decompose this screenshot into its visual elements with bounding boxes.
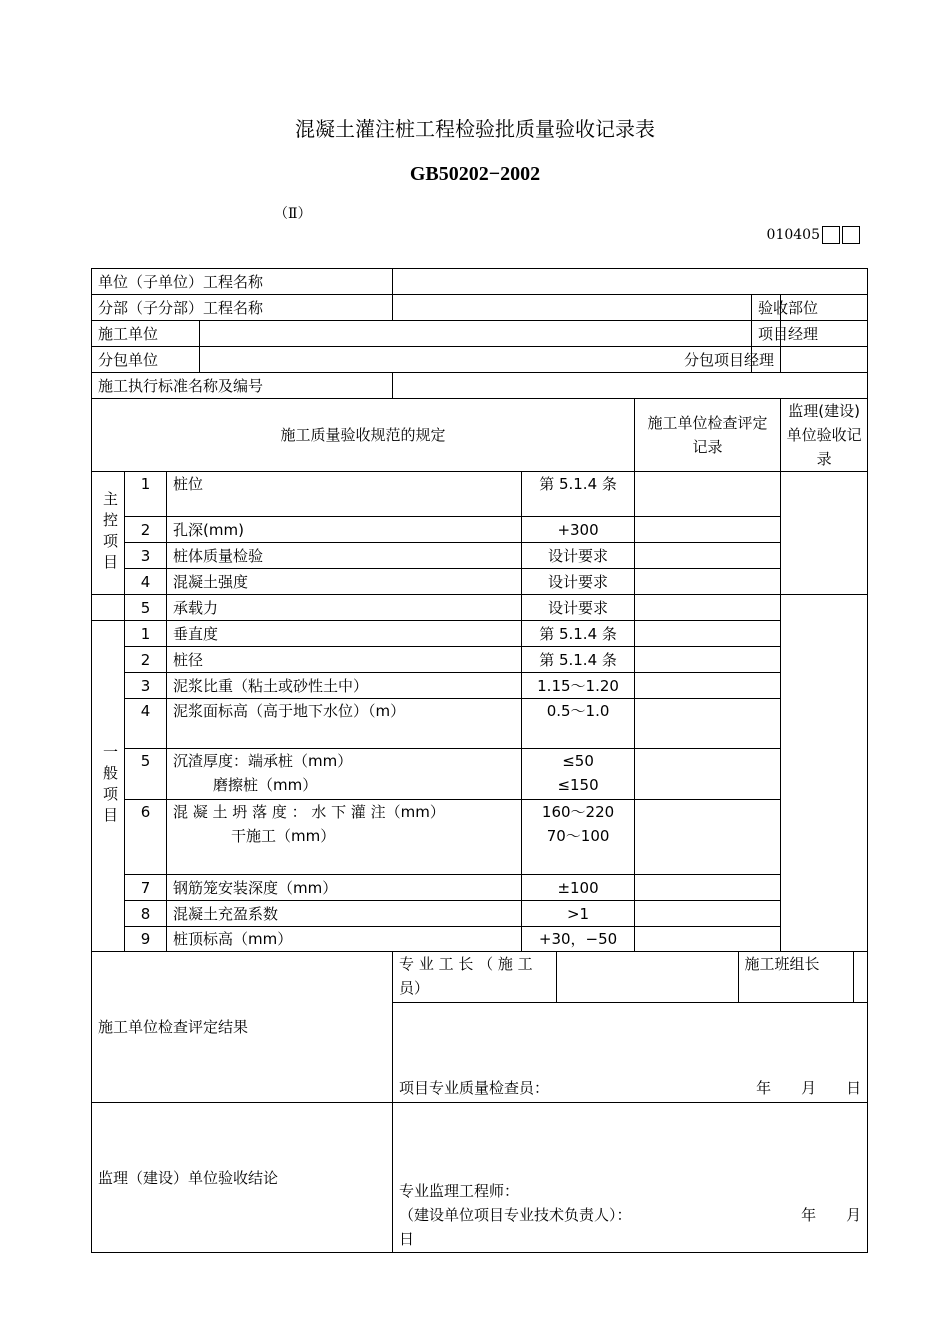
- main-name-5: 承载力: [167, 595, 522, 621]
- general-req-5: [522, 749, 635, 800]
- group-main: [92, 472, 125, 595]
- document-title: 混凝土灌注桩工程检验批质量验收记录表: [295, 117, 655, 141]
- standard-number: GB50202−2002: [409, 163, 541, 185]
- group-general: [92, 621, 125, 952]
- main-record-3[interactable]: [635, 543, 781, 569]
- general-no-3: 3: [125, 673, 167, 699]
- general-record-5[interactable]: [635, 749, 781, 800]
- general-record-3[interactable]: [635, 673, 781, 699]
- general-name-5a: 沉渣厚度：端承桩（mm）: [173, 752, 353, 770]
- general-record-7[interactable]: [635, 875, 781, 901]
- general-name-7: 钢筋笼安装深度（mm）: [167, 875, 522, 901]
- field-subcontract-manager[interactable]: [781, 347, 868, 373]
- general-no-5: 5: [125, 749, 167, 800]
- general-record-9[interactable]: [635, 927, 781, 952]
- general-req-6: [522, 800, 635, 875]
- record-table: [91, 268, 868, 1253]
- code-box-2[interactable]: [842, 226, 860, 244]
- general-req-6a: 160～220: [541, 803, 615, 821]
- general-name-2: 桩径: [167, 647, 522, 673]
- date-ym: 年 月: [801, 1206, 862, 1224]
- main-name-2: 孔深(mm): [167, 517, 522, 543]
- field-sub-project[interactable]: [393, 295, 752, 321]
- code-box-1[interactable]: [822, 226, 840, 244]
- main-record-2[interactable]: [635, 517, 781, 543]
- construction-sign-area[interactable]: [393, 1003, 868, 1103]
- field-standard-name[interactable]: [393, 373, 868, 399]
- foreman-subtable: [393, 952, 867, 1002]
- general-name-1: 垂直度: [167, 621, 522, 647]
- col-supervision-record: 监理(建设)单位验收记录: [781, 399, 868, 472]
- group-main-continued: [92, 595, 125, 621]
- label-construction-unit: 施工单位: [92, 321, 200, 347]
- version-label: （Ⅱ）: [274, 206, 312, 222]
- label-supervision-engineer: 专业监理工程师：: [399, 1182, 520, 1200]
- label-foreman: 专 业 工 长 （ 施 工 员）: [393, 952, 556, 1002]
- general-no-7: 7: [125, 875, 167, 901]
- general-req-2: 第 5.1.4 条: [522, 647, 635, 673]
- label-standard-name: 施工执行标准名称及编号: [92, 373, 393, 399]
- field-team-leader[interactable]: [853, 952, 867, 1002]
- main-name-1: 桩位: [167, 472, 522, 517]
- main-name-3: 桩体质量检验: [167, 543, 522, 569]
- general-no-2: 2: [125, 647, 167, 673]
- col-check-record: 施工单位检查评定记录: [635, 399, 781, 472]
- main-record-5[interactable]: [635, 595, 781, 621]
- main-req-1: 第 5.1.4 条: [522, 472, 635, 517]
- general-record-4[interactable]: [635, 699, 781, 749]
- general-req-4: 0.5～1.0: [522, 699, 635, 749]
- general-no-1: 1: [125, 621, 167, 647]
- group-main-label: 主控项目: [101, 491, 119, 575]
- label-subcontract-unit: 分包单位: [92, 347, 200, 373]
- field-construction-unit[interactable]: [200, 321, 752, 347]
- general-name-8: 混凝土充盈系数: [167, 901, 522, 927]
- main-supervision[interactable]: [781, 472, 868, 595]
- general-req-1: 第 5.1.4 条: [522, 621, 635, 647]
- general-name-5b: 磨擦桩（mm）: [213, 776, 318, 794]
- form-code: [767, 226, 860, 244]
- general-name-4: 泥浆面标高（高于地下水位）（m）: [167, 699, 522, 749]
- main-no-5: 5: [125, 595, 167, 621]
- general-no-9: 9: [125, 927, 167, 952]
- general-name-6: [167, 800, 522, 875]
- label-team-leader: 施工班组长: [738, 952, 853, 1002]
- label-quality-inspector: 项目专业质量检查员：: [399, 1079, 550, 1097]
- general-req-3: 1.15～1.20: [522, 673, 635, 699]
- general-req-5a: ≤50: [562, 752, 594, 770]
- general-req-5b: ≤150: [557, 776, 599, 794]
- foreman-row: [393, 952, 868, 1003]
- label-subcontract-manager: 分包项目经理: [752, 347, 781, 373]
- supervision-sign-area[interactable]: [393, 1103, 868, 1253]
- group-general-label: 一般项目: [101, 744, 119, 828]
- main-no-2: 2: [125, 517, 167, 543]
- main-req-3: 设计要求: [522, 543, 635, 569]
- label-acceptance-part: 验收部位: [752, 295, 781, 321]
- main-record-1[interactable]: [635, 472, 781, 517]
- form-code-number: 010405: [766, 227, 820, 243]
- main-req-2: +300: [522, 517, 635, 543]
- field-unit-project[interactable]: [393, 269, 868, 295]
- main-record-4[interactable]: [635, 569, 781, 595]
- general-record-6[interactable]: [635, 800, 781, 875]
- general-req-8: >1: [522, 901, 635, 927]
- general-req-7: ±100: [522, 875, 635, 901]
- field-subcontract-unit[interactable]: [200, 347, 752, 373]
- date-ymd-1: 年 月 日: [756, 1079, 862, 1097]
- general-name-6b: 干施工（mm）: [231, 827, 336, 845]
- general-supervision[interactable]: [781, 595, 868, 952]
- label-sub-project: 分部（子分部）工程名称: [92, 295, 393, 321]
- label-supervision-conclusion: 监理（建设）单位验收结论: [92, 1103, 393, 1253]
- main-no-1: 1: [125, 472, 167, 517]
- general-record-8[interactable]: [635, 901, 781, 927]
- general-name-3: 泥浆比重（粘土或砂性土中）: [167, 673, 522, 699]
- general-req-6b: 70～100: [546, 827, 610, 845]
- general-name-9: 桩顶标高（mm）: [167, 927, 522, 952]
- general-no-4: 4: [125, 699, 167, 749]
- main-name-4: 混凝土强度: [167, 569, 522, 595]
- general-no-8: 8: [125, 901, 167, 927]
- general-record-1[interactable]: [635, 621, 781, 647]
- label-construction-result: 施工单位检查评定结果: [92, 952, 393, 1103]
- general-name-5: [167, 749, 522, 800]
- general-no-6: 6: [125, 800, 167, 875]
- label-unit-project: 单位（子单位）工程名称: [92, 269, 393, 295]
- date-d: 日: [399, 1230, 415, 1248]
- general-name-6a: 混 凝 土 坍 落 度 ： 水 下 灌 注（mm）: [173, 803, 445, 821]
- main-no-4: 4: [125, 569, 167, 595]
- label-owner-tech: （建设单位项目专业技术负责人）：: [399, 1206, 632, 1224]
- label-project-manager: 项目经理: [752, 321, 781, 347]
- main-req-4: 设计要求: [522, 569, 635, 595]
- general-record-2[interactable]: [635, 647, 781, 673]
- main-req-5: 设计要求: [522, 595, 635, 621]
- main-no-3: 3: [125, 543, 167, 569]
- general-req-9: +30，−50: [522, 927, 635, 952]
- col-spec: 施工质量验收规范的规定: [92, 399, 635, 472]
- field-foreman[interactable]: [556, 952, 738, 1002]
